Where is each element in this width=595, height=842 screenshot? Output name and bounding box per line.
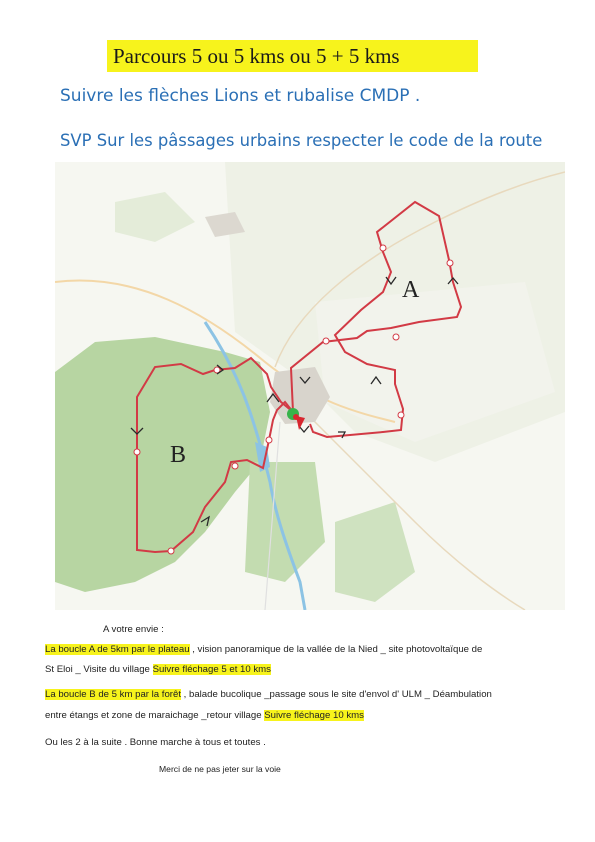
- page-title: Parcours 5 ou 5 kms ou 5 + 5 kms: [107, 40, 478, 72]
- loop-b-highlight: La boucle B de 5 km par la forêt: [45, 689, 181, 700]
- loop-a-signage: Suivre fléchage 5 et 10 kms: [152, 664, 271, 675]
- label-loop-a: A: [402, 277, 420, 303]
- loop-b-line2: [45, 710, 364, 721]
- loop-b-line1: [45, 689, 492, 700]
- thanks-text: Merci de ne pas jeter sur la voie: [159, 764, 281, 774]
- instruction-arrows: Suivre les flèches Lions et rubalise CMDP .: [60, 86, 421, 106]
- loop-b-return: entre étangs et zone de maraichage _retour village: [45, 710, 262, 721]
- loop-a-line1: [45, 644, 482, 655]
- loop-a-line2: [45, 664, 271, 675]
- route-map: [55, 162, 565, 610]
- label-loop-b: B: [170, 442, 187, 468]
- intro-text: A votre envie :: [103, 624, 164, 635]
- loop-a-description: , vision panoramique de la vallée de la Nied _ site photovoltaïque de: [189, 644, 483, 655]
- loop-b-description: , balade bucolique _passage sous le site d'envol d' ULM _ Déambulation: [181, 689, 492, 700]
- loop-a-visit: St Eloi _ Visite du village: [45, 664, 150, 675]
- loop-b-signage: Suivre fléchage 10 kms: [264, 710, 364, 721]
- loop-a-highlight: La boucle A de 5km par le plateau: [45, 644, 190, 655]
- instruction-road-safety: SVP Sur les pâssages urbains respecter le code de la route: [60, 131, 543, 150]
- both-loops-text: Ou les 2 à la suite . Bonne marche à tous et toutes .: [45, 737, 266, 748]
